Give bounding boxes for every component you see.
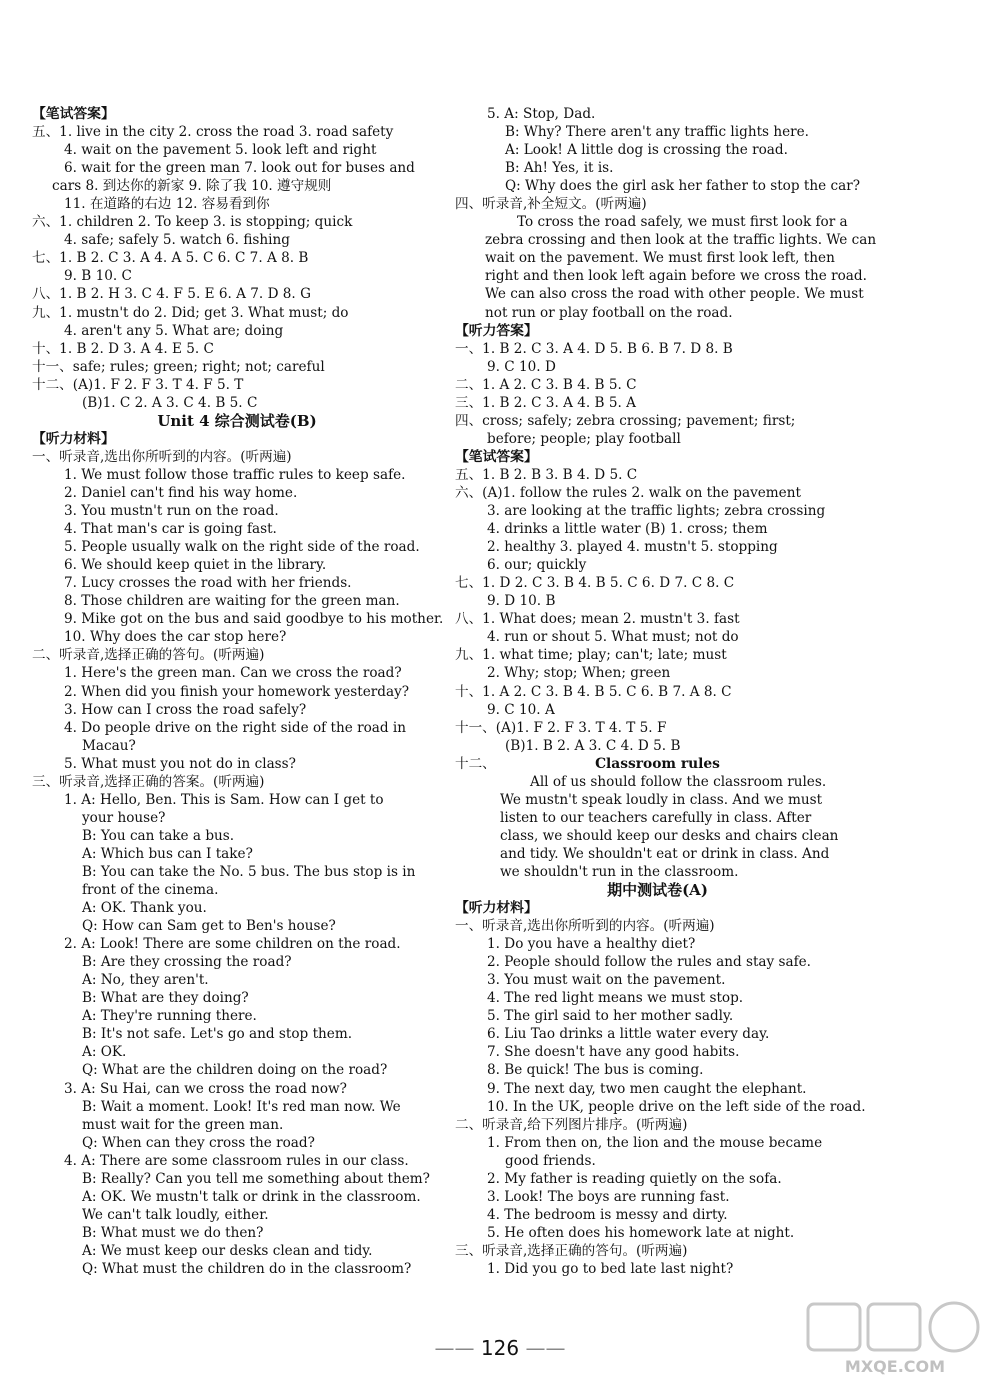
text-line: B: Ah! Yes, it is.: [505, 160, 614, 177]
text-line: 一、1. B 2. C 3. A 4. D 5. B 6. B 7. D 8. B: [455, 340, 733, 357]
section-header: 【听力材料】: [455, 900, 538, 917]
text-line: Q: When can they cross the road?: [82, 1134, 315, 1151]
right-column: [455, 105, 877, 1278]
text-line: 2. Daniel can't find his way home.: [64, 484, 298, 501]
section-twelve: [455, 755, 860, 881]
watermark-logo: [800, 1300, 990, 1380]
text-line: 七、1. D 2. C 3. B 4. B 5. C 6. D 7. C 8. C: [455, 575, 735, 592]
text-line: 6. We should keep quiet in the library.: [64, 557, 327, 574]
text-line: 3. You mustn't run on the road.: [64, 503, 279, 520]
essay-line: listen to our teachers carefully in class. After: [500, 809, 812, 826]
text-line: 八、1. What does; mean 2. mustn't 3. fast: [455, 611, 740, 628]
text-line: 4. A: There are some classroom rules in our class.: [64, 1152, 409, 1169]
text-line: 2. My father is reading quietly on the sofa.: [487, 1170, 782, 1187]
text-line: 2. People should follow the rules and stay safe.: [487, 954, 811, 971]
text-line: 3. How can I cross the road safely?: [64, 701, 307, 718]
text-line: 6. wait for the green man 7. look out for buses and: [64, 160, 415, 177]
text-line: 五、1. live in the city 2. cross the road 3. road safety: [32, 124, 394, 141]
text-line: right and then look left again before we cross the road.: [485, 268, 867, 285]
text-line: 九、1. what time; play; can't; late; must: [455, 647, 727, 664]
text-line: A: Look! A little dog is crossing the road.: [505, 142, 788, 159]
essay-line: class, we should keep our desks and chairs clean: [500, 827, 839, 844]
watermark-svg: [800, 1300, 990, 1380]
text-line: 11. 在道路的右边 12. 容易看到你: [64, 196, 270, 213]
text-line: 1. Did you go to bed late last night?: [487, 1261, 734, 1277]
text-line: 8. Be quick! The bus is coming.: [487, 1062, 704, 1079]
test-title: 期中测试卷(A): [607, 881, 708, 900]
text-line: 4. run or shout 5. What must; not do: [487, 629, 739, 646]
text-line: (B)1. B 2. A 3. C 4. D 5. B: [505, 737, 681, 754]
text-line: good friends.: [505, 1152, 596, 1169]
text-line: 6. Liu Tao drinks a little water every day.: [487, 1026, 770, 1043]
text-line: 5. What must you not do in class?: [64, 755, 296, 772]
test-title: Unit 4 综合测试卷(B): [157, 411, 317, 430]
text-line: 七、1. B 2. C 3. A 4. A 5. C 6. C 7. A 8. B: [32, 250, 309, 267]
text-line: 四、cross; safely; zebra crossing; pavement; first;: [455, 412, 796, 429]
text-line: 4. aren't any 5. What are; doing: [64, 322, 284, 339]
text-line: wait on the pavement. We must first look left, then: [485, 250, 835, 267]
text-line: 10. In the UK, people drive on the left side of the road.: [487, 1098, 866, 1115]
text-line: front of the cinema.: [82, 882, 219, 899]
essay-line: All of us should follow the classroom rules.: [530, 773, 827, 790]
section-header: 【笔试答案】: [32, 106, 115, 122]
text-line: 5. He often does his homework late at night.: [487, 1224, 795, 1241]
text-line: 2. When did you finish your homework yesterday?: [64, 683, 410, 700]
text-line: A: They're running there.: [82, 1008, 257, 1025]
text-line: Q: Why does the girl ask her father to stop the car?: [505, 178, 860, 195]
text-line: 7. Lucy crosses the road with her friends.: [64, 575, 352, 592]
text-line: 二、听录音,选择正确的答句。(听两遍): [32, 647, 265, 664]
section-label: 十二、: [455, 755, 496, 772]
text-line: 4. Do people drive on the right side of the road in: [64, 719, 406, 736]
essay-title: Classroom rules: [595, 755, 720, 772]
text-line: 8. Those children are waiting for the green man.: [64, 593, 400, 610]
text-line: must wait for the green man.: [82, 1116, 284, 1133]
text-line: 1. Do you have a healthy diet?: [487, 936, 696, 953]
text-line: 十、1. A 2. C 3. B 4. B 5. C 6. B 7. A 8. C: [455, 683, 732, 700]
text-line: 十一、(A)1. F 2. F 3. T 4. T 5. F: [455, 719, 667, 736]
text-line: Q: What are the children doing on the road?: [82, 1062, 388, 1079]
text-line: 2. Why; stop; When; green: [487, 665, 671, 682]
text-line: 一、听录音,选出你所听到的内容。(听两遍): [455, 918, 715, 935]
text-line: 六、1. children 2. To keep 3. is stopping; quick: [32, 214, 353, 231]
text-line: B: What are they doing?: [82, 990, 249, 1007]
text-line: 三、听录音,选择正确的答句。(听两遍): [455, 1242, 688, 1259]
text-line: 1. We must follow those traffic rules to keep safe.: [64, 466, 406, 483]
text-line: 7. She doesn't have any good habits.: [487, 1044, 740, 1061]
essay-line: We mustn't speak loudly in class. And we must: [500, 791, 823, 808]
text-line: cars 8. 到达你的新家 9. 除了我 10. 遵守规则: [52, 178, 332, 195]
text-line: 5. A: Stop, Dad.: [487, 106, 596, 122]
text-line: 9. B 10. C: [64, 268, 132, 285]
text-line: 三、听录音,选择正确的答案。(听两遍): [32, 773, 265, 790]
text-line: 3. A: Su Hai, can we cross the road now?: [64, 1080, 347, 1097]
text-line: B: You can take a bus.: [82, 827, 235, 844]
text-line: 9. The next day, two men caught the elephant.: [487, 1080, 807, 1097]
text-line: A: Which bus can I take?: [82, 845, 253, 862]
text-line: Macau?: [82, 737, 136, 754]
text-line: 十一、safe; rules; green; right; not; careful: [32, 358, 325, 375]
text-line: B: You can take the No. 5 bus. The bus stop is in: [82, 863, 416, 880]
text-line: B: Why? There aren't any traffic lights here.: [505, 124, 810, 141]
text-line: B: Are they crossing the road?: [82, 954, 292, 971]
text-line: 五、1. B 2. B 3. B 4. D 5. C: [455, 466, 638, 483]
text-line: To cross the road safely, we must first look for a: [517, 214, 848, 231]
text-line: We can also cross the road with other people. We must: [485, 286, 864, 303]
text-line: 1. A: Hello, Ben. This is Sam. How can I get to: [64, 791, 384, 808]
text-line: 4. That man's car is going fast.: [64, 521, 277, 538]
text-line: your house?: [82, 809, 166, 826]
text-line: 二、1. A 2. C 3. B 4. B 5. C: [455, 376, 637, 393]
text-line: 9. D 10. B: [487, 593, 556, 610]
text-line: 5. People usually walk on the right side of the road.: [64, 539, 420, 556]
text-line: B: What must we do then?: [82, 1224, 264, 1241]
text-line: 4. wait on the pavement 5. look left and right: [64, 142, 377, 159]
essay-line: we shouldn't run in the classroom.: [500, 863, 739, 880]
section-header: 【听力材料】: [32, 430, 115, 447]
text-line: 10. Why does the car stop here?: [64, 629, 287, 646]
text-line: 十、1. B 2. D 3. A 4. E 5. C: [32, 340, 214, 357]
text-line: A: OK. We mustn't talk or drink in the classroom.: [82, 1188, 421, 1205]
text-line: 4. drinks a little water (B) 1. cross; them: [487, 521, 768, 538]
essay-body: [455, 773, 860, 881]
text-line: 9. C 10. D: [487, 358, 556, 375]
cloze-passage: [455, 213, 877, 321]
text-line: 6. our; quickly: [487, 557, 587, 574]
section-header: 【笔试答案】: [455, 448, 538, 465]
text-line: 十二、(A)1. F 2. F 3. T 4. F 5. T: [32, 376, 244, 393]
text-line: 3. Look! The boys are running fast.: [487, 1188, 730, 1205]
text-line: A: No, they aren't.: [82, 972, 209, 989]
text-line: 六、(A)1. follow the rules 2. walk on the pavement: [455, 484, 801, 501]
text-line: 二、听录音,给下列图片排序。(听两遍): [455, 1116, 688, 1133]
text-line: (B)1. C 2. A 3. C 4. B 5. C: [82, 394, 258, 411]
text-line: not run or play football on the road.: [485, 304, 733, 321]
text-line: 3. You must wait on the pavement.: [487, 972, 726, 989]
text-line: We can't talk loudly, either.: [82, 1206, 269, 1223]
text-line: 2. healthy 3. played 4. mustn't 5. stopping: [487, 539, 778, 556]
page-number: —— 126 ——: [434, 1336, 566, 1360]
text-line: A: OK. Thank you.: [82, 900, 207, 917]
essay-line: and tidy. We shouldn't eat or drink in class. And: [500, 845, 830, 862]
text-line: 1. Here's the green man. Can we cross the road?: [64, 665, 402, 682]
text-line: A: We must keep our desks clean and tidy.: [82, 1242, 373, 1259]
section-header: 【听力答案】: [455, 322, 538, 339]
text-line: B: Really? Can you tell me something about them?: [82, 1170, 430, 1187]
text-line: 九、1. mustn't do 2. Did; get 3. What must; do: [32, 304, 349, 321]
text-line: 2. A: Look! There are some children on the road.: [64, 936, 401, 953]
text-line: A: OK.: [82, 1044, 127, 1061]
text-line: 4. The red light means we must stop.: [487, 990, 744, 1007]
text-line: 9. Mike got on the bus and said goodbye to his mother.: [64, 611, 444, 628]
watermark-text: MXQE.COM: [844, 1357, 946, 1376]
text-line: 三、1. B 2. C 3. A 4. B 5. A: [455, 394, 636, 411]
page-number-text: 126: [480, 1336, 520, 1360]
text-line: Q: What must the children do in the classroom?: [82, 1261, 412, 1277]
left-column: [32, 105, 442, 1278]
text-line: 3. are looking at the traffic lights; zebra crossing: [487, 503, 826, 520]
text-line: 四、听录音,补全短文。(听两遍): [455, 196, 647, 213]
text-line: 1. From then on, the lion and the mouse became: [487, 1134, 823, 1151]
text-line: 5. The girl said to her mother sadly.: [487, 1008, 734, 1025]
text-line: 4. The bedroom is messy and dirty.: [487, 1206, 728, 1223]
text-line: before; people; play football: [487, 430, 681, 447]
text-line: 八、1. B 2. H 3. C 4. F 5. E 6. A 7. D 8. G: [32, 286, 311, 303]
text-line: 4. safe; safely 5. watch 6. fishing: [64, 232, 290, 249]
text-line: 9. C 10. A: [487, 701, 555, 718]
text-line: B: Wait a moment. Look! It's red man now. We: [82, 1098, 401, 1115]
text-line: zebra crossing and then look at the traffic lights. We can: [485, 232, 877, 249]
text-line: 一、听录音,选出你所听到的内容。(听两遍): [32, 448, 292, 465]
text-line: Q: How can Sam get to Ben's house?: [82, 918, 336, 935]
text-line: B: It's not safe. Let's go and stop them.: [82, 1026, 353, 1043]
